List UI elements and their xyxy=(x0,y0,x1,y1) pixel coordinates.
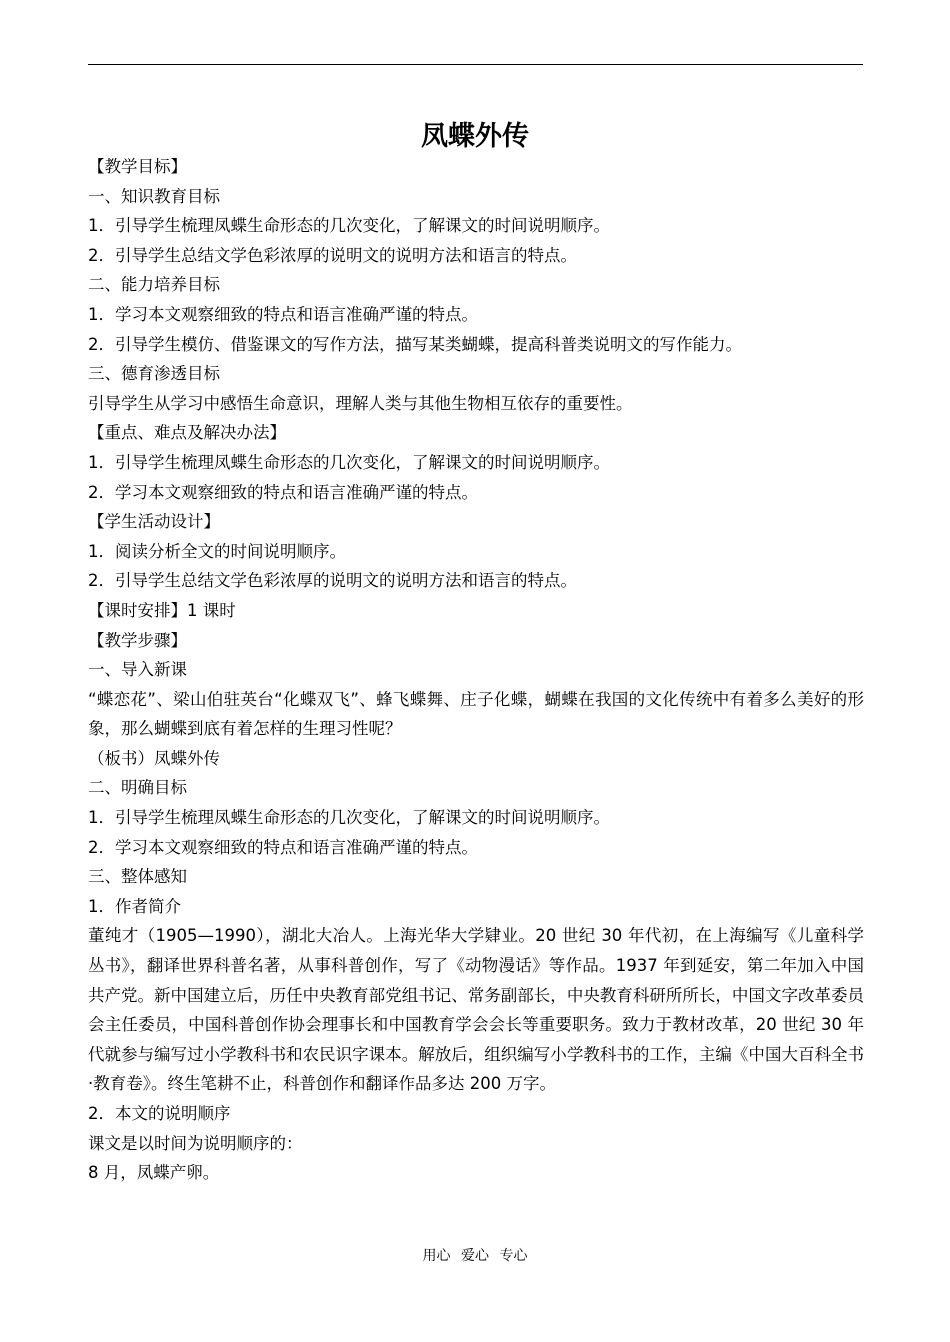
subheading-clear-goals: 二、明确目标 xyxy=(88,778,187,798)
list-item: 1．作者简介 xyxy=(88,896,181,916)
section-heading-activities: 【学生活动设计】 xyxy=(88,512,220,532)
list-item: 1．学习本文观察细致的特点和语言准确严谨的特点。 xyxy=(88,304,478,324)
subheading-ability-goals: 二、能力培养目标 xyxy=(88,275,220,295)
text-line: （板书）凤蝶外传 xyxy=(88,748,220,768)
subheading-moral-goals: 三、德育渗透目标 xyxy=(88,364,220,384)
text-line: 引导学生从学习中感悟生命意识，理解人类与其他生物相互依存的重要性。 xyxy=(88,393,633,413)
page-title: 凤蝶外传 xyxy=(421,121,529,152)
section-heading-steps: 【教学步骤】 xyxy=(88,630,187,650)
subheading-overall: 三、整体感知 xyxy=(88,867,187,887)
list-item: 2．引导学生模仿、借鉴课文的写作方法，描写某类蝴蝶，提高科普类说明文的写作能力。 xyxy=(88,334,742,354)
text-line: 课文是以时间为说明顺序的： xyxy=(88,1133,303,1153)
section-heading-schedule: 【课时安排】1 课时 xyxy=(88,600,236,620)
author-paragraph: 董纯才（1905—1990），湖北大冶人。上海光华大学肄业。20 世纪 30 年代初，在上海编写《儿童科学丛书》，翻译世界科普名著，从事科普创作，写了《动物漫话》等作品。1937 年到延安，第二年加入中国共产党。新中国建立后，历任中央教育部党组书记、常务副部长，中央教育科研所所长，中国文字改革委员会主任委员，中国科普创作协会理事长和中国教育学会会长等重要职务。致力于教材改革，20 世纪 30 年代就参与编写过小学教科书和农民识字课本。解放后，组织编写小学教科书的工作，主编《中国大百科全书·教育卷》。终生笔耕不止，科普创作和翻译作品多达 200 万字。 xyxy=(88,926,864,1094)
section-heading-key-points: 【重点、难点及解决办法】 xyxy=(88,423,286,443)
header-rule xyxy=(88,64,863,65)
subheading-intro: 一、导入新课 xyxy=(88,660,187,680)
list-item: 2．引导学生总结文学色彩浓厚的说明文的说明方法和语言的特点。 xyxy=(88,245,577,265)
subheading-knowledge-goals: 一、知识教育目标 xyxy=(88,186,220,206)
list-item: 1．引导学生梳理凤蝶生命形态的几次变化，了解课文的时间说明顺序。 xyxy=(88,216,610,236)
list-item: 1．引导学生梳理凤蝶生命形态的几次变化，了解课文的时间说明顺序。 xyxy=(88,452,610,472)
list-item: 2．学习本文观察细致的特点和语言准确严谨的特点。 xyxy=(88,482,478,502)
list-item: 1．阅读分析全文的时间说明顺序。 xyxy=(88,541,346,561)
page-footer: 用心 爱心 专心 xyxy=(422,1248,528,1264)
document-body xyxy=(88,152,864,1188)
list-item: 2．学习本文观察细致的特点和语言准确严谨的特点。 xyxy=(88,837,478,857)
list-item: 1．引导学生梳理凤蝶生命形态的几次变化，了解课文的时间说明顺序。 xyxy=(88,808,610,828)
intro-paragraph: “蝶恋花”、梁山伯驻英台“化蝶双飞”、蜂飞蝶舞、庄子化蝶，蝴蝶在我国的文化传统中有着多么美好的形象，那么蝴蝶到底有着怎样的生理习性呢？ xyxy=(88,689,864,739)
text-line: 8 月，凤蝶产卵。 xyxy=(88,1163,220,1183)
list-item: 2．本文的说明顺序 xyxy=(88,1104,231,1123)
list-item: 2．引导学生总结文学色彩浓厚的说明文的说明方法和语言的特点。 xyxy=(88,571,577,591)
section-heading-teaching-goals: 【教学目标】 xyxy=(88,157,187,176)
